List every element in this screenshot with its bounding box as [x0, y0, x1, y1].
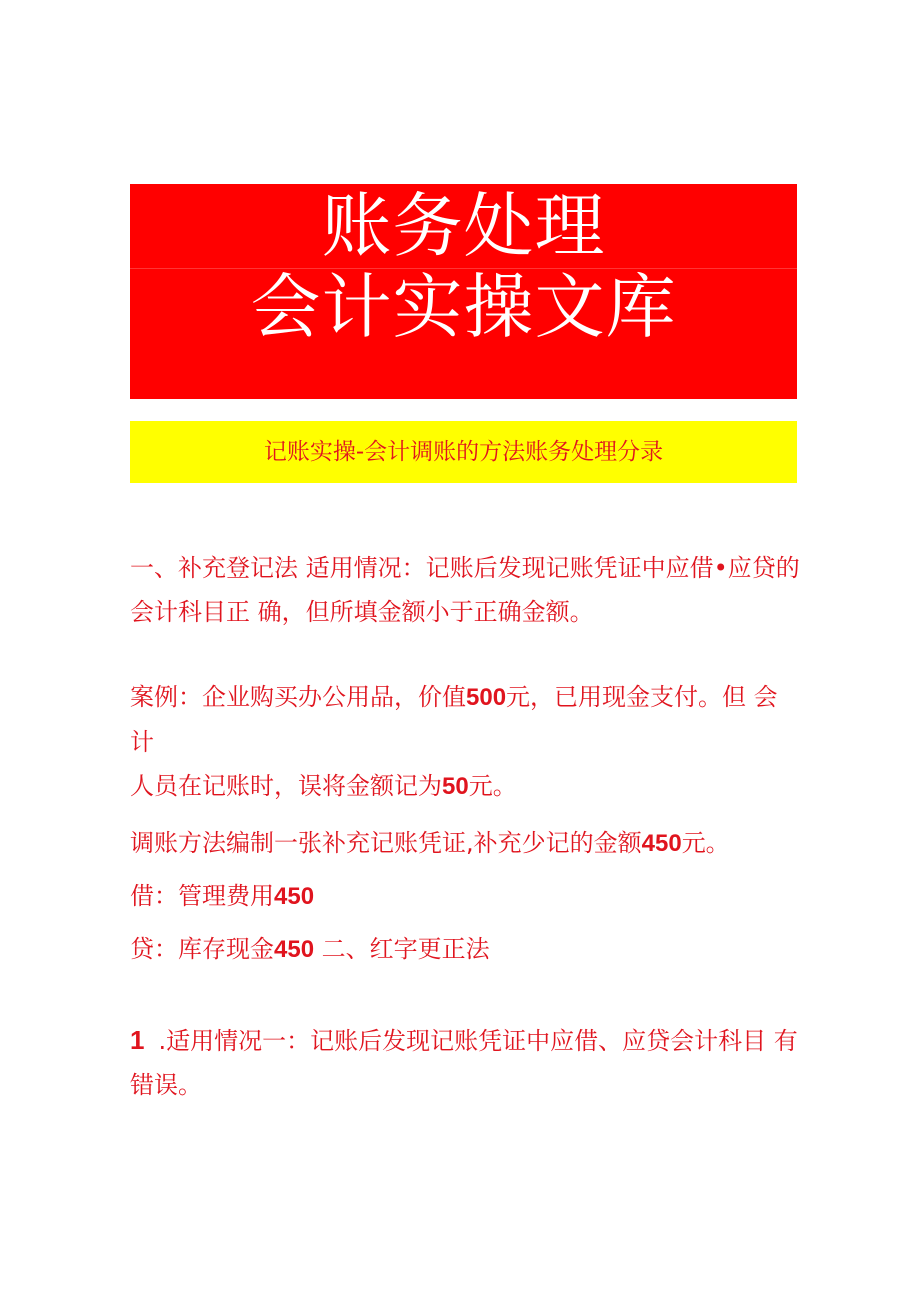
method-paragraph — [130, 817, 800, 976]
subtitle-bar — [130, 421, 797, 483]
debit-amount: 450 — [274, 883, 315, 910]
item1-line-1-text: .适用情况一：记账后发现记账凭证中应借、应贷会计科目 有 — [158, 1027, 798, 1055]
case-line-1-text-a: 案例：企业购买办公用品，价值 — [130, 683, 466, 711]
item1-line-2: 错误。 — [130, 1071, 202, 1099]
subtitle-text: 记账实操-会计调账的方法账务处理分录 — [263, 439, 664, 465]
method-text-b: 元。 — [681, 829, 730, 857]
debit-entry — [130, 870, 800, 923]
case-amount-500: 500 — [466, 684, 507, 711]
case-paragraph — [130, 675, 800, 809]
case-line-2 — [130, 764, 800, 809]
banner-title-line-1: 账务处理 — [321, 185, 606, 267]
case-line-2-text-b: 元。 — [468, 772, 517, 800]
method-line — [130, 817, 800, 870]
credit-text: 贷：库存现金 — [130, 935, 274, 963]
debit-text: 借：管理费用 — [130, 882, 274, 910]
case-line-1 — [130, 675, 800, 764]
case-line-1-text-b: 元，已用现金支付。但 会计 — [130, 683, 778, 756]
item-1-paragraph — [130, 1018, 800, 1107]
method-amount-450: 450 — [641, 830, 682, 857]
section1-line-2: 会计科目正 确，但所填金额小于正确金额。 — [130, 598, 594, 626]
item1-line-1 — [130, 1018, 800, 1063]
item1-number: 1 — [130, 1025, 145, 1055]
credit-amount: 450 — [274, 936, 315, 963]
case-amount-50: 50 — [442, 773, 469, 800]
section1-line-1: 一、补充登记法 适用情况：记账后发现记账凭证中应借•应贷的 — [130, 554, 800, 582]
method-text-a: 调账方法编制一张补充记账凭证,补充少记的金额 — [130, 829, 642, 857]
banner-title-line-2: 会计实操文库 — [250, 266, 677, 348]
section2-heading-red-correction: 二、红字更正法 — [314, 935, 490, 963]
title-banner — [130, 184, 797, 399]
credit-entry — [130, 923, 800, 976]
case-line-2-text-a: 人员在记账时，误将金额记为 — [130, 772, 442, 800]
section-supplementary-registration — [130, 546, 800, 634]
